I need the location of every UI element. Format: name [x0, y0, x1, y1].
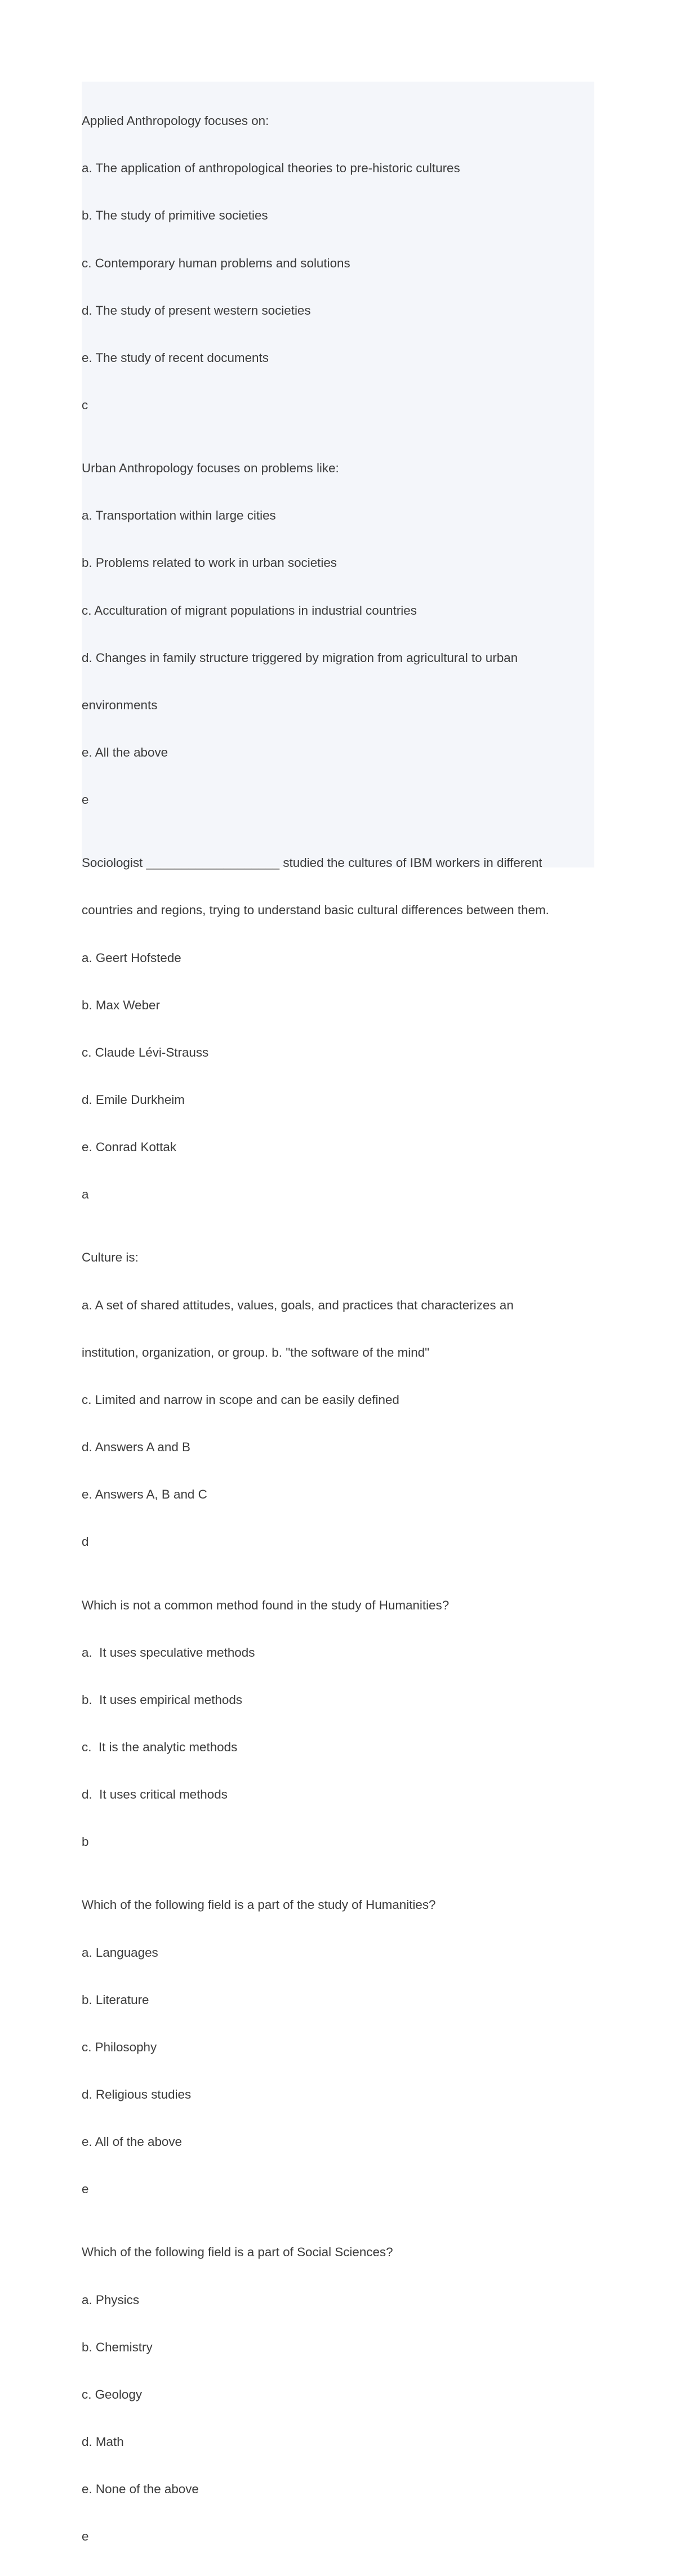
option-1a: a. The application of anthropological theories to pre-historic cultures: [82, 161, 460, 176]
answer-2: e: [82, 793, 89, 807]
quiz-content-block: [82, 82, 594, 2544]
answer-4: d: [82, 1535, 89, 1549]
option-2d: d. Changes in family structure triggered by migration from agricultural to urban: [82, 650, 518, 665]
option-4e: e. Answers A, B and C: [82, 1487, 207, 1502]
question-6: Which of the following field is a part of the study of Humanities?: [82, 1898, 436, 1912]
option-3d: d. Emile Durkheim: [82, 1093, 185, 1107]
question-5: Which is not a common method found in the study of Humanities?: [82, 1598, 450, 1612]
option-3b: b. Max Weber: [82, 998, 160, 1012]
question-3-continued: countries and regions, trying to understand basic cultural differences between them.: [82, 903, 549, 918]
option-6d: d. Religious studies: [82, 2087, 192, 2101]
answer-3: a: [82, 1187, 89, 1202]
option-7c: c. Geology: [82, 2387, 143, 2401]
option-6e: e. All of the above: [82, 2135, 183, 2149]
question-2: Urban Anthropology focuses on problems like:: [82, 461, 339, 476]
question-1: Applied Anthropology focuses on:: [82, 114, 269, 128]
option-1d: d. The study of present western societies: [82, 303, 311, 317]
option-7a: a. Physics: [82, 2292, 140, 2307]
answer-5: b: [82, 1835, 89, 1849]
option-6b: b. Literature: [82, 1992, 149, 2007]
option-7e: e. None of the above: [82, 2482, 199, 2497]
option-2e: e. All the above: [82, 745, 168, 759]
answer-1: c: [82, 397, 88, 412]
option-6c: c. Philosophy: [82, 2040, 157, 2054]
option-3c: c. Claude Lévi-Strauss: [82, 1045, 209, 1059]
option-4a: a. A set of shared attitudes, values, goals, and practices that characterizes an: [82, 1298, 514, 1312]
option-2b: b. Problems related to work in urban societies: [82, 556, 337, 570]
option-7d: d. Math: [82, 2434, 124, 2449]
option-5d: d. It uses critical methods: [82, 1787, 228, 1802]
question-7: Which of the following field is a part of Social Sciences?: [82, 2245, 393, 2260]
option-2a: a. Transportation within large cities: [82, 508, 276, 523]
option-4a-continued: institution, organization, or group. b. "the software of the mind": [82, 1345, 430, 1359]
option-5a: a. It uses speculative methods: [82, 1645, 255, 1660]
option-7b: b. Chemistry: [82, 2340, 153, 2354]
answer-7: e: [82, 2529, 89, 2544]
option-3a: a. Geert Hofstede: [82, 950, 181, 965]
question-4: Culture is:: [82, 1250, 139, 1265]
option-1b: b. The study of primitive societies: [82, 208, 268, 223]
quiz-text: [82, 82, 594, 2576]
answer-6: e: [82, 2182, 89, 2197]
option-4c: c. Limited and narrow in scope and can be easily defined: [82, 1392, 399, 1407]
option-1c: c. Contemporary human problems and solutions: [82, 256, 350, 270]
option-2c: c. Acculturation of migrant populations in industrial countries: [82, 603, 417, 618]
option-5c: c. It is the analytic methods: [82, 1739, 238, 1754]
option-3e: e. Conrad Kottak: [82, 1140, 177, 1155]
option-5b: b. It uses empirical methods: [82, 1692, 242, 1707]
option-1e: e. The study of recent documents: [82, 350, 269, 365]
option-6a: a. Languages: [82, 1945, 158, 1960]
option-4d: d. Answers A and B: [82, 1440, 190, 1455]
question-3: Sociologist ___________________ studied the cultures of IBM workers in different: [82, 856, 542, 870]
option-2d-continued: environments: [82, 697, 158, 712]
